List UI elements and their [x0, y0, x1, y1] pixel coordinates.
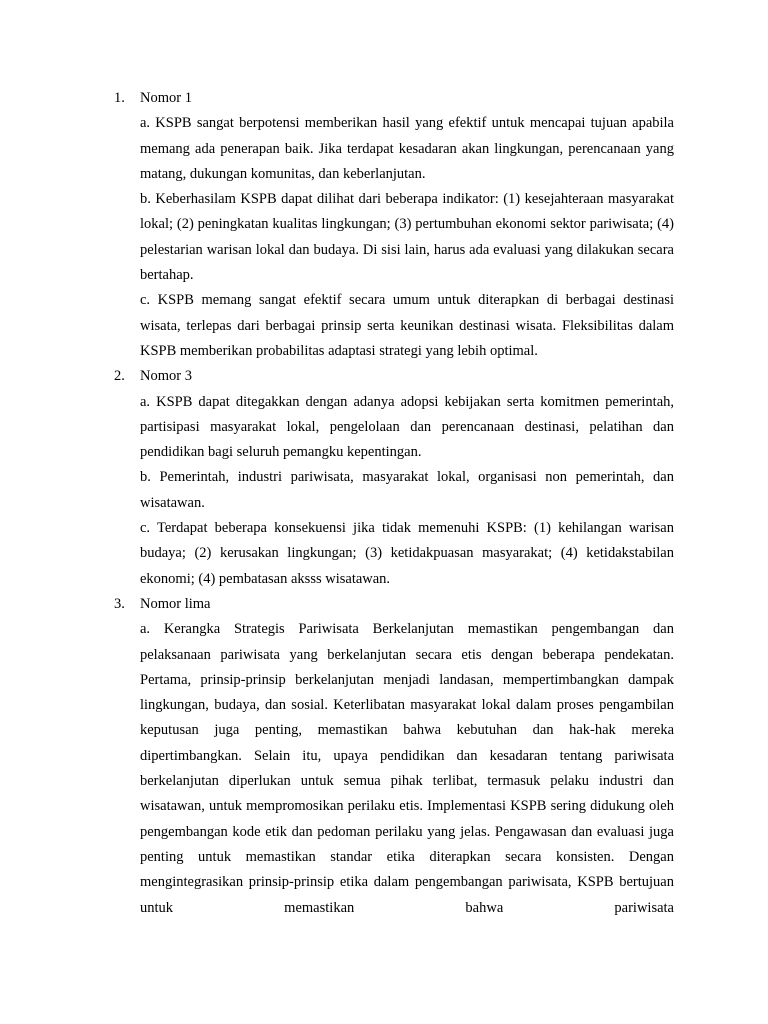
- paragraph-2b: b. Pemerintah, industri pariwisata, masyarakat lokal, organisasi non pemerintah, dan wisatawan.: [140, 469, 674, 511]
- section-title: Nomor 3: [140, 368, 192, 385]
- list-item-nomor-1: [114, 86, 674, 364]
- numbered-list: [114, 86, 674, 921]
- paragraph-2c: c. Terdapat beberapa konsekuensi jika tidak memenuhi KSPB: (1) kehilangan warisan budaya; (2) kerusakan lingkungan; (3) ketidakpuasan masyarakat; (4) ketidakstabilan ekonomi; (4) pembatasan aksss wisatawan.: [140, 520, 674, 587]
- paragraph-1b: b. Keberhasilam KSPB dapat dilihat dari beberapa indikator: (1) kesejahteraan masyarakat lokal; (2) peningkatan kualitas lingkungan; (3) pertumbuhan ekonomi sektor pariwisata; (4) pelestarian warisan lokal dan budaya. Di sisi lain, harus ada evaluasi yang dilakukan secara bertahap.: [140, 191, 674, 284]
- section-title: Nomor lima: [140, 595, 211, 612]
- section-title: Nomor 1: [140, 90, 192, 106]
- paragraph-1c: c. KSPB memang sangat efektif secara umum untuk diterapkan di berbagai destinasi wisata, terlepas dari berbagai prinsip serta keunikan destinasi wisata. Fleksibilitas dalam KSPB memberikan probabilitas adaptasi strategi yang lebih optimal.: [140, 292, 674, 359]
- list-item-nomor-3: [114, 364, 674, 592]
- list-number: 2.: [114, 368, 125, 385]
- paragraph-2a: a. KSPB dapat ditegakkan dengan adanya adopsi kebijakan serta komitmen pemerintah, partisipasi masyarakat lokal, pengelolaan dan perencanaan destinasi, pelatihan dan pendidikan bagi seluruh pemangku kepentingan.: [140, 393, 674, 461]
- list-number: 3.: [114, 595, 125, 612]
- list-number: 1.: [114, 90, 125, 106]
- paragraph-3a: a. Kerangka Strategis Pariwisata Berkelanjutan memastikan pengembangan dan pelaksanaan pariwisata yang berkelanjutan secara etis dengan beberapa pendekatan. Pertama, prinsip-prinsip berkelanjutan menjadi landasan, mempertimbangkan dampak lingkungan, budaya, dan sosial. Keterlibatan masyarakat lokal dalam proses pengambilan keputusan juga penting, memastikan bahwa kebutuhan dan hak-hak mereka dipertimbangkan. Selain itu, upaya pendidikan dan kesadaran tentang pariwisata berkelanjutan diperlukan untuk semua pihak terlibat, termasuk pelaku industri dan wisatawan, untuk mempromosikan perilaku etis. Implementasi KSPB sering didukung oleh pengembangan kode etik dan pedoman perilaku yang jelas. Pengawasan dan evaluasi juga penting untuk memastikan standar etika diterapkan secara konsisten. Dengan mengintegrasikan prinsip-prinsip etika dalam pengembangan pariwisata, KSPB bertujuan untuk memastikan bahwa pariwisata: [140, 621, 674, 916]
- list-item-nomor-lima: [114, 592, 674, 921]
- paragraph-1a: a. KSPB sangat berpotensi memberikan hasil yang efektif untuk mencapai tujuan apabila memang ada penerapan baik. Jika terdapat kesadaran akan lingkungan, perencanaan yang matang, dukungan komunitas, dan keberlanjutan.: [140, 115, 674, 182]
